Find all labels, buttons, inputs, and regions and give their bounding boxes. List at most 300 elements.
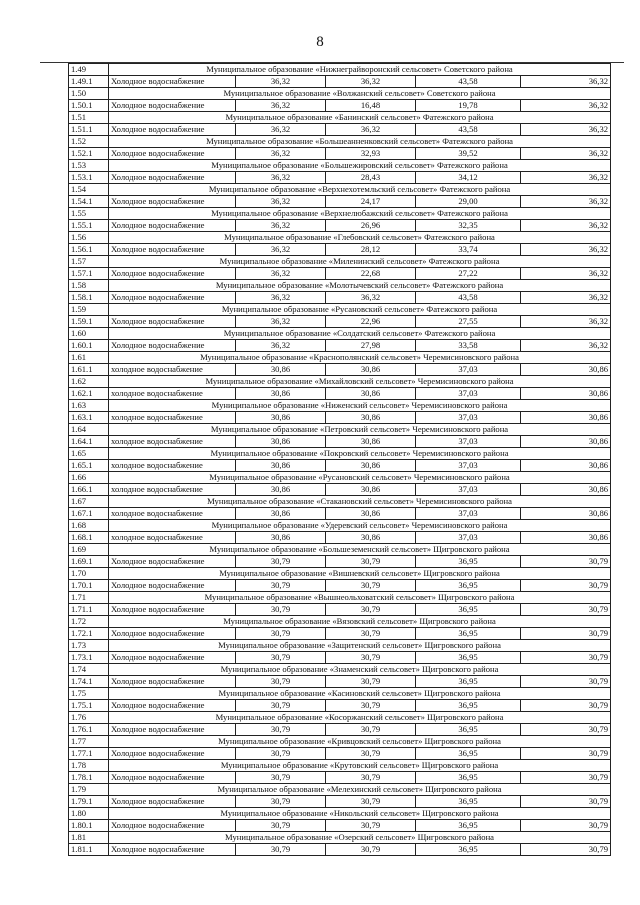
tariff-row: [69, 796, 611, 808]
tariff-value-2: 36,32: [326, 76, 416, 88]
tariff-value-2: 30,86: [326, 508, 416, 520]
tariff-value-2: 36,32: [326, 124, 416, 136]
tariff-value-4: 30,86: [521, 388, 611, 400]
tariff-value-1: 36,32: [236, 316, 326, 328]
row-number: 1.58.1: [69, 292, 109, 304]
tariff-value-4: 30,86: [521, 436, 611, 448]
tariff-value-2: 30,86: [326, 436, 416, 448]
tariff-value-2: 30,79: [326, 580, 416, 592]
service-name: Холодное водоснабжение: [109, 556, 236, 568]
tariff-value-3: 19,78: [416, 100, 521, 112]
row-number: 1.55: [69, 208, 109, 220]
tariff-row: [69, 676, 611, 688]
municipality-title: Муниципальное образование «Покровский сельсовет» Черемисиновского района: [109, 448, 611, 460]
row-number: 1.73: [69, 640, 109, 652]
service-name: Холодное водоснабжение: [109, 652, 236, 664]
tariff-value-1: 36,32: [236, 172, 326, 184]
row-number: 1.61: [69, 352, 109, 364]
tariff-value-4: 30,79: [521, 556, 611, 568]
tariff-value-3: 34,12: [416, 172, 521, 184]
row-number: 1.67: [69, 496, 109, 508]
tariff-value-2: 24,17: [326, 196, 416, 208]
row-number: 1.74: [69, 664, 109, 676]
row-number: 1.78.1: [69, 772, 109, 784]
municipality-title: Муниципальное образование «Большеземенский сельсовет» Щигровского района: [109, 544, 611, 556]
municipality-header-row: [69, 448, 611, 460]
tariff-row: [69, 172, 611, 184]
municipality-header-row: [69, 112, 611, 124]
row-number: 1.66: [69, 472, 109, 484]
row-number: 1.50.1: [69, 100, 109, 112]
service-name: холодное водоснабжение: [109, 412, 236, 424]
row-number: 1.63.1: [69, 412, 109, 424]
tariff-value-2: 30,79: [326, 844, 416, 856]
service-name: холодное водоснабжение: [109, 532, 236, 544]
service-name: холодное водоснабжение: [109, 364, 236, 376]
tariff-value-4: 30,79: [521, 580, 611, 592]
municipality-title: Муниципальное образование «Вязовский сельсовет» Щигровского района: [109, 616, 611, 628]
tariff-value-3: 37,03: [416, 388, 521, 400]
tariff-value-4: 36,32: [521, 196, 611, 208]
row-number: 1.56.1: [69, 244, 109, 256]
tariff-value-4: 36,32: [521, 244, 611, 256]
tariff-value-3: 36,95: [416, 556, 521, 568]
tariff-value-1: 30,86: [236, 460, 326, 472]
service-name: холодное водоснабжение: [109, 508, 236, 520]
row-number: 1.79: [69, 784, 109, 796]
row-number: 1.56: [69, 232, 109, 244]
municipality-header-row: [69, 232, 611, 244]
tariff-row: [69, 580, 611, 592]
tariff-row: [69, 484, 611, 496]
service-name: Холодное водоснабжение: [109, 628, 236, 640]
row-number: 1.81.1: [69, 844, 109, 856]
tariff-value-1: 30,79: [236, 820, 326, 832]
tariff-row: [69, 124, 611, 136]
municipality-title: Муниципальное образование «Защитенский сельсовет» Щигровского района: [109, 640, 611, 652]
service-name: Холодное водоснабжение: [109, 196, 236, 208]
service-name: Холодное водоснабжение: [109, 724, 236, 736]
tariff-row: [69, 364, 611, 376]
row-number: 1.62.1: [69, 388, 109, 400]
tariff-row: [69, 604, 611, 616]
municipality-title: Муниципальное образование «Кривцовский сельсовет» Щигровского района: [109, 736, 611, 748]
tariff-table: [68, 63, 611, 856]
service-name: Холодное водоснабжение: [109, 148, 236, 160]
service-name: Холодное водоснабжение: [109, 76, 236, 88]
tariff-value-1: 30,79: [236, 580, 326, 592]
tariff-value-3: 36,95: [416, 844, 521, 856]
municipality-header-row: [69, 784, 611, 796]
municipality-title: Муниципальное образование «Знаменский сельсовет» Щигровского района: [109, 664, 611, 676]
tariff-value-3: 27,22: [416, 268, 521, 280]
tariff-value-4: 30,79: [521, 628, 611, 640]
row-number: 1.59.1: [69, 316, 109, 328]
municipality-header-row: [69, 592, 611, 604]
municipality-header-row: [69, 736, 611, 748]
row-number: 1.54.1: [69, 196, 109, 208]
tariff-value-3: 39,52: [416, 148, 521, 160]
municipality-title: Муниципальное образование «Михайловский сельсовет» Черемисиновского района: [109, 376, 611, 388]
tariff-row: [69, 196, 611, 208]
row-number: 1.62: [69, 376, 109, 388]
tariff-value-2: 22,96: [326, 316, 416, 328]
tariff-value-3: 43,58: [416, 76, 521, 88]
tariff-value-3: 36,95: [416, 676, 521, 688]
tariff-value-4: 36,32: [521, 100, 611, 112]
municipality-title: Муниципальное образование «Нижнеграйворонский сельсовет» Советского района: [109, 64, 611, 76]
tariff-value-1: 30,79: [236, 748, 326, 760]
tariff-value-4: 36,32: [521, 316, 611, 328]
municipality-header-row: [69, 808, 611, 820]
service-name: Холодное водоснабжение: [109, 340, 236, 352]
tariff-row: [69, 724, 611, 736]
row-number: 1.65.1: [69, 460, 109, 472]
tariff-value-2: 36,32: [326, 292, 416, 304]
tariff-value-4: 30,79: [521, 820, 611, 832]
tariff-value-2: 30,79: [326, 724, 416, 736]
tariff-value-4: 30,79: [521, 652, 611, 664]
row-number: 1.71.1: [69, 604, 109, 616]
municipality-title: Муниципальное образование «Вишневский сельсовет» Щигровского района: [109, 568, 611, 580]
tariff-value-4: 30,86: [521, 364, 611, 376]
row-number: 1.77.1: [69, 748, 109, 760]
tariff-value-4: 36,32: [521, 220, 611, 232]
row-number: 1.68.1: [69, 532, 109, 544]
tariff-value-3: 37,03: [416, 508, 521, 520]
municipality-title: Муниципальное образование «Крутовский сельсовет» Щигровского района: [109, 760, 611, 772]
tariff-value-1: 36,32: [236, 100, 326, 112]
tariff-value-3: 43,58: [416, 292, 521, 304]
row-number: 1.77: [69, 736, 109, 748]
municipality-header-row: [69, 832, 611, 844]
row-number: 1.80: [69, 808, 109, 820]
tariff-value-3: 36,95: [416, 580, 521, 592]
tariff-value-2: 30,86: [326, 484, 416, 496]
tariff-value-1: 36,32: [236, 244, 326, 256]
municipality-title: Муниципальное образование «Большежировский сельсовет» Фатежского района: [109, 160, 611, 172]
row-number: 1.51: [69, 112, 109, 124]
tariff-value-4: 36,32: [521, 148, 611, 160]
tariff-row: [69, 100, 611, 112]
tariff-value-4: 36,32: [521, 172, 611, 184]
row-number: 1.66.1: [69, 484, 109, 496]
service-name: холодное водоснабжение: [109, 484, 236, 496]
row-number: 1.59: [69, 304, 109, 316]
municipality-header-row: [69, 496, 611, 508]
tariff-row: [69, 340, 611, 352]
tariff-value-2: 32,93: [326, 148, 416, 160]
tariff-row: [69, 508, 611, 520]
municipality-header-row: [69, 688, 611, 700]
tariff-value-1: 30,86: [236, 364, 326, 376]
municipality-header-row: [69, 376, 611, 388]
tariff-row: [69, 76, 611, 88]
row-number: 1.69.1: [69, 556, 109, 568]
tariff-value-3: 37,03: [416, 412, 521, 424]
municipality-header-row: [69, 256, 611, 268]
municipality-title: Муниципальное образование «Озерский сельсовет» Щигровского района: [109, 832, 611, 844]
service-name: Холодное водоснабжение: [109, 268, 236, 280]
tariff-row: [69, 316, 611, 328]
municipality-title: Муниципальное образование «Удеревский сельсовет» Черемисиновского района: [109, 520, 611, 532]
row-number: 1.72: [69, 616, 109, 628]
tariff-row: [69, 244, 611, 256]
row-number: 1.76.1: [69, 724, 109, 736]
tariff-value-2: 30,79: [326, 604, 416, 616]
row-number: 1.57.1: [69, 268, 109, 280]
tariff-row: [69, 412, 611, 424]
tariff-value-4: 36,32: [521, 292, 611, 304]
tariff-value-4: 30,86: [521, 508, 611, 520]
municipality-header-row: [69, 640, 611, 652]
tariff-value-4: 36,32: [521, 76, 611, 88]
tariff-row: [69, 700, 611, 712]
row-number: 1.53.1: [69, 172, 109, 184]
tariff-value-2: 26,96: [326, 220, 416, 232]
tariff-row: [69, 148, 611, 160]
tariff-value-4: 30,79: [521, 676, 611, 688]
service-name: Холодное водоснабжение: [109, 100, 236, 112]
tariff-row: [69, 628, 611, 640]
row-number: 1.50: [69, 88, 109, 100]
municipality-header-row: [69, 760, 611, 772]
row-number: 1.79.1: [69, 796, 109, 808]
tariff-value-3: 36,95: [416, 724, 521, 736]
tariff-value-1: 30,79: [236, 724, 326, 736]
municipality-header-row: [69, 136, 611, 148]
row-number: 1.64: [69, 424, 109, 436]
service-name: холодное водоснабжение: [109, 388, 236, 400]
tariff-value-2: 30,79: [326, 676, 416, 688]
tariff-row: [69, 844, 611, 856]
tariff-value-1: 30,79: [236, 772, 326, 784]
row-number: 1.72.1: [69, 628, 109, 640]
tariff-value-1: 30,86: [236, 436, 326, 448]
municipality-title: Муниципальное образование «Молотычевский сельсовет» Фатежского района: [109, 280, 611, 292]
service-name: Холодное водоснабжение: [109, 580, 236, 592]
tariff-value-1: 36,32: [236, 292, 326, 304]
municipality-title: Муниципальное образование «Касиновский сельсовет» Щигровского района: [109, 688, 611, 700]
service-name: Холодное водоснабжение: [109, 124, 236, 136]
tariff-value-3: 36,95: [416, 796, 521, 808]
tariff-value-4: 30,79: [521, 604, 611, 616]
tariff-value-3: 36,95: [416, 628, 521, 640]
tariff-value-2: 28,12: [326, 244, 416, 256]
tariff-row: [69, 748, 611, 760]
tariff-value-2: 30,79: [326, 748, 416, 760]
municipality-title: Муниципальное образование «Солдатский сельсовет» Фатежского района: [109, 328, 611, 340]
service-name: Холодное водоснабжение: [109, 748, 236, 760]
row-number: 1.60: [69, 328, 109, 340]
tariff-value-1: 36,32: [236, 220, 326, 232]
row-number: 1.67.1: [69, 508, 109, 520]
tariff-value-1: 30,79: [236, 652, 326, 664]
municipality-title: Муниципальное образование «Глебовский сельсовет» Фатежского района: [109, 232, 611, 244]
row-number: 1.76: [69, 712, 109, 724]
municipality-title: Муниципальное образование «Косоржанский сельсовет» Щигровского района: [109, 712, 611, 724]
tariff-value-1: 36,32: [236, 268, 326, 280]
municipality-title: Муниципальное образование «Банинский сельсовет» Фатежского района: [109, 112, 611, 124]
tariff-row: [69, 556, 611, 568]
tariff-value-4: 30,86: [521, 532, 611, 544]
tariff-value-1: 30,86: [236, 484, 326, 496]
row-number: 1.51.1: [69, 124, 109, 136]
row-number: 1.68: [69, 520, 109, 532]
tariff-value-4: 30,86: [521, 412, 611, 424]
municipality-header-row: [69, 520, 611, 532]
tariff-value-4: 30,79: [521, 724, 611, 736]
tariff-value-2: 30,86: [326, 532, 416, 544]
municipality-header-row: [69, 64, 611, 76]
tariff-value-1: 36,32: [236, 124, 326, 136]
tariff-value-1: 36,32: [236, 148, 326, 160]
tariff-value-1: 30,79: [236, 628, 326, 640]
tariff-value-4: 36,32: [521, 268, 611, 280]
service-name: Холодное водоснабжение: [109, 772, 236, 784]
row-number: 1.73.1: [69, 652, 109, 664]
service-name: холодное водоснабжение: [109, 436, 236, 448]
tariff-value-1: 30,79: [236, 844, 326, 856]
row-number: 1.71: [69, 592, 109, 604]
tariff-value-2: 30,79: [326, 556, 416, 568]
municipality-header-row: [69, 184, 611, 196]
municipality-header-row: [69, 160, 611, 172]
tariff-value-3: 37,03: [416, 364, 521, 376]
municipality-title: Муниципальное образование «Ниженский сельсовет» Черемисиновского района: [109, 400, 611, 412]
row-number: 1.70: [69, 568, 109, 580]
row-number: 1.60.1: [69, 340, 109, 352]
tariff-row: [69, 460, 611, 472]
municipality-title: Муниципальное образование «Вышнеольховатский сельсовет» Щигровского района: [109, 592, 611, 604]
tariff-value-1: 30,79: [236, 604, 326, 616]
service-name: Холодное водоснабжение: [109, 700, 236, 712]
tariff-value-3: 27,55: [416, 316, 521, 328]
tariff-value-3: 36,95: [416, 652, 521, 664]
municipality-title: Муниципальное образование «Петровский сельсовет» Черемисиновского района: [109, 424, 611, 436]
municipality-header-row: [69, 544, 611, 556]
row-number: 1.58: [69, 280, 109, 292]
tariff-value-1: 30,79: [236, 556, 326, 568]
row-number: 1.63: [69, 400, 109, 412]
tariff-row: [69, 820, 611, 832]
row-number: 1.75.1: [69, 700, 109, 712]
municipality-header-row: [69, 712, 611, 724]
row-number: 1.80.1: [69, 820, 109, 832]
municipality-header-row: [69, 304, 611, 316]
service-name: Холодное водоснабжение: [109, 676, 236, 688]
municipality-title: Муниципальное образование «Русановский сельсовет» Фатежского района: [109, 304, 611, 316]
tariff-value-2: 30,79: [326, 652, 416, 664]
tariff-row: [69, 268, 611, 280]
tariff-value-2: 30,79: [326, 628, 416, 640]
municipality-title: Муниципальное образование «Большеанненковский сельсовет» Фатежского района: [109, 136, 611, 148]
tariff-value-4: 30,79: [521, 772, 611, 784]
row-number: 1.55.1: [69, 220, 109, 232]
tariff-value-1: 36,32: [236, 340, 326, 352]
municipality-title: Муниципальное образование «Верхнехотемльский сельсовет» Фатежского района: [109, 184, 611, 196]
tariff-row: [69, 292, 611, 304]
tariff-row: [69, 220, 611, 232]
tariff-value-3: 37,03: [416, 532, 521, 544]
row-number: 1.57: [69, 256, 109, 268]
tariff-row: [69, 652, 611, 664]
municipality-title: Муниципальное образование «Никольский сельсовет» Щигровского района: [109, 808, 611, 820]
tariff-value-1: 30,79: [236, 676, 326, 688]
tariff-value-2: 30,86: [326, 412, 416, 424]
tariff-value-4: 36,32: [521, 340, 611, 352]
row-number: 1.49.1: [69, 76, 109, 88]
municipality-header-row: [69, 664, 611, 676]
service-name: Холодное водоснабжение: [109, 604, 236, 616]
tariff-value-2: 30,79: [326, 796, 416, 808]
tariff-value-3: 36,95: [416, 604, 521, 616]
row-number: 1.64.1: [69, 436, 109, 448]
row-number: 1.65: [69, 448, 109, 460]
service-name: Холодное водоснабжение: [109, 172, 236, 184]
tariff-value-1: 36,32: [236, 76, 326, 88]
municipality-header-row: [69, 472, 611, 484]
municipality-header-row: [69, 208, 611, 220]
tariff-value-3: 29,00: [416, 196, 521, 208]
tariff-value-2: 30,79: [326, 772, 416, 784]
row-number: 1.81: [69, 832, 109, 844]
tariff-value-3: 36,95: [416, 772, 521, 784]
tariff-value-3: 33,74: [416, 244, 521, 256]
row-number: 1.52: [69, 136, 109, 148]
tariff-value-4: 30,86: [521, 460, 611, 472]
municipality-title: Муниципальное образование «Волжанский сельсовет» Советского района: [109, 88, 611, 100]
tariff-value-2: 30,86: [326, 388, 416, 400]
row-number: 1.49: [69, 64, 109, 76]
municipality-title: Муниципальное образование «Верхнелюбажский сельсовет» Фатежского района: [109, 208, 611, 220]
tariff-value-2: 30,86: [326, 460, 416, 472]
row-number: 1.70.1: [69, 580, 109, 592]
tariff-value-1: 30,79: [236, 796, 326, 808]
tariff-value-2: 27,98: [326, 340, 416, 352]
municipality-header-row: [69, 352, 611, 364]
service-name: Холодное водоснабжение: [109, 220, 236, 232]
tariff-value-2: 22,68: [326, 268, 416, 280]
page-number: 8: [316, 34, 324, 50]
tariff-value-1: 30,86: [236, 412, 326, 424]
municipality-title: Муниципальное образование «Миленинский сельсовет» Фатежского района: [109, 256, 611, 268]
tariff-value-2: 28,43: [326, 172, 416, 184]
tariff-value-3: 33,58: [416, 340, 521, 352]
tariff-value-3: 37,03: [416, 460, 521, 472]
tariff-value-3: 37,03: [416, 436, 521, 448]
tariff-value-1: 36,32: [236, 196, 326, 208]
tariff-value-4: 30,79: [521, 844, 611, 856]
tariff-value-3: 36,95: [416, 700, 521, 712]
municipality-header-row: [69, 400, 611, 412]
service-name: Холодное водоснабжение: [109, 244, 236, 256]
tariff-value-1: 30,86: [236, 508, 326, 520]
municipality-header-row: [69, 568, 611, 580]
tariff-row: [69, 436, 611, 448]
municipality-header-row: [69, 328, 611, 340]
municipality-header-row: [69, 280, 611, 292]
tariff-value-1: 30,79: [236, 700, 326, 712]
tariff-value-4: 30,79: [521, 796, 611, 808]
row-number: 1.61.1: [69, 364, 109, 376]
tariff-table-body: [69, 64, 611, 856]
municipality-header-row: [69, 424, 611, 436]
municipality-title: Муниципальное образование «Стакановский сельсовет» Черемисиновского района: [109, 496, 611, 508]
tariff-row: [69, 388, 611, 400]
municipality-header-row: [69, 616, 611, 628]
tariff-value-1: 30,86: [236, 388, 326, 400]
